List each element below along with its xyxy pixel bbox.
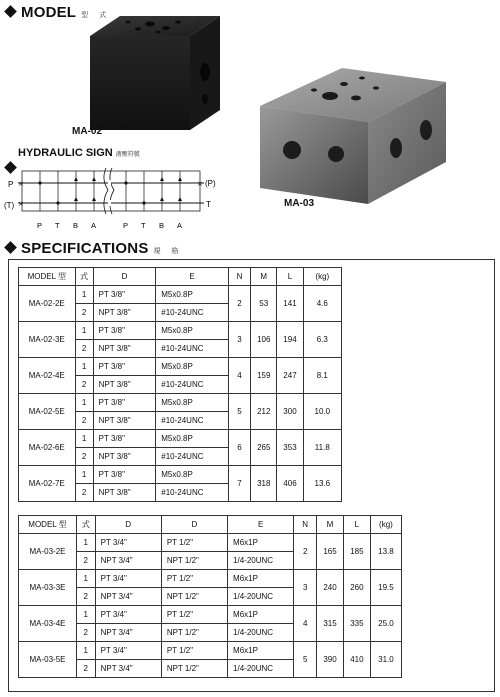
d2-cell: NPT 1/2" (161, 624, 227, 642)
kg-cell: 10.0 (303, 394, 341, 430)
l-cell: 300 (277, 394, 303, 430)
variant-cell: 2 (75, 484, 93, 502)
model-cell: MA-03-3E (19, 570, 77, 606)
table-row (19, 358, 342, 376)
specifications-title: SPECIFICATIONS (21, 240, 149, 257)
diamond-bullet-icon (4, 5, 17, 18)
variant-cell: 1 (76, 570, 95, 588)
col-header: L (343, 516, 370, 534)
d-cell: NPT 3/8" (93, 304, 156, 322)
hydraulic-sign-diagram (2, 164, 242, 236)
n-cell: 3 (228, 322, 250, 358)
d-cell: PT 3/8" (93, 322, 156, 340)
d-cell: NPT 3/8" (93, 340, 156, 358)
l-cell: 185 (343, 534, 370, 570)
svg-text:×: × (18, 180, 24, 188)
model-cell: MA-03-4E (19, 606, 77, 642)
svg-text:×: × (197, 180, 203, 188)
d-cell: NPT 3/4" (95, 552, 161, 570)
d-cell: PT 3/8" (93, 466, 156, 484)
col-header: MODEL 型 (19, 268, 76, 286)
hyd-bottom-label: T (141, 221, 146, 230)
e-cell: 1/4-20UNC (228, 552, 294, 570)
n-cell: 7 (228, 466, 250, 502)
variant-cell: 2 (76, 624, 95, 642)
hyd-bottom-label: T (55, 221, 60, 230)
d2-cell: NPT 1/2" (161, 660, 227, 678)
table-header-row (19, 516, 402, 534)
model-cell: MA-02-4E (19, 358, 76, 394)
hyd-bottom-label: A (177, 221, 183, 230)
variant-cell: 1 (75, 466, 93, 484)
model-subtitle-1: 型 (81, 12, 89, 19)
col-header: MODEL 型 (19, 516, 77, 534)
e-cell: M6x1P (228, 534, 294, 552)
n-cell: 5 (294, 642, 317, 678)
n-cell: 4 (228, 358, 250, 394)
d-cell: NPT 3/8" (93, 448, 156, 466)
e-cell: M5x0.8P (156, 394, 229, 412)
m-cell: 212 (251, 394, 277, 430)
n-cell: 4 (294, 606, 317, 642)
e-cell: M5x0.8P (156, 466, 229, 484)
variant-cell: 2 (75, 304, 93, 322)
kg-cell: 31.0 (370, 642, 401, 678)
variant-cell: 1 (76, 534, 95, 552)
hyd-label-t-left: (T) (4, 201, 15, 210)
hyd-bottom-label: A (91, 221, 97, 230)
d2-cell: PT 1/2" (161, 570, 227, 588)
col-header: (kg) (303, 268, 341, 286)
l-cell: 353 (277, 430, 303, 466)
variant-cell: 1 (75, 430, 93, 448)
model-cell: MA-03-5E (19, 642, 77, 678)
table-row (19, 322, 342, 340)
d-cell: PT 3/4" (95, 570, 161, 588)
variant-cell: 1 (76, 642, 95, 660)
e-cell: #10-24UNC (156, 448, 229, 466)
col-header: D (161, 516, 227, 534)
e-cell: 1/4-20UNC (228, 624, 294, 642)
model-title: MODEL (21, 4, 77, 21)
ma-03-label: MA-03 (284, 198, 315, 209)
model-subtitle-2: 式 (99, 12, 107, 19)
kg-cell: 13.8 (370, 534, 401, 570)
table-row (19, 642, 402, 660)
model-cell: MA-02-6E (19, 430, 76, 466)
d-cell: PT 3/4" (95, 642, 161, 660)
specifications-subtitle-1: 規 (153, 248, 161, 255)
kg-cell: 13.6 (303, 466, 341, 502)
model-cell: MA-02-3E (19, 322, 76, 358)
model-cell: MA-03-2E (19, 534, 77, 570)
e-cell: M6x1P (228, 606, 294, 624)
e-cell: #10-24UNC (156, 484, 229, 502)
l-cell: 260 (343, 570, 370, 606)
table-row (19, 286, 342, 304)
m-cell: 106 (251, 322, 277, 358)
hydraulic-sign-title: HYDRAULIC SIGN 液壓符號 (18, 147, 140, 159)
m-cell: 265 (251, 430, 277, 466)
d-cell: PT 3/4" (95, 606, 161, 624)
d-cell: PT 3/8" (93, 286, 156, 304)
kg-cell: 6.3 (303, 322, 341, 358)
col-header: N (294, 516, 317, 534)
table-row (19, 430, 342, 448)
col-header: E (228, 516, 294, 534)
variant-cell: 1 (76, 606, 95, 624)
kg-cell: 25.0 (370, 606, 401, 642)
d2-cell: PT 1/2" (161, 606, 227, 624)
e-cell: #10-24UNC (156, 376, 229, 394)
variant-cell: 1 (75, 394, 93, 412)
l-cell: 406 (277, 466, 303, 502)
l-cell: 247 (277, 358, 303, 394)
m-cell: 315 (317, 606, 344, 642)
m-cell: 53 (251, 286, 277, 322)
table-row (19, 570, 402, 588)
d2-cell: NPT 1/2" (161, 552, 227, 570)
table-row (19, 466, 342, 484)
e-cell: M6x1P (228, 642, 294, 660)
d-cell: PT 3/8" (93, 394, 156, 412)
n-cell: 2 (294, 534, 317, 570)
svg-text:×: × (18, 200, 24, 208)
hyd-bottom-label: P (37, 221, 43, 230)
hydraulic-sign-subtitle: 液壓符號 (115, 152, 140, 158)
col-header: D (95, 516, 161, 534)
d-cell: NPT 3/4" (95, 624, 161, 642)
table-row (19, 534, 402, 552)
specifications-subtitle-2: 格 (171, 248, 179, 255)
e-cell: #10-24UNC (156, 340, 229, 358)
n-cell: 3 (294, 570, 317, 606)
kg-cell: 19.5 (370, 570, 401, 606)
e-cell: #10-24UNC (156, 304, 229, 322)
col-header: 式 (76, 516, 95, 534)
variant-cell: 2 (75, 412, 93, 430)
d-cell: PT 3/4" (95, 534, 161, 552)
l-cell: 410 (343, 642, 370, 678)
col-header: L (277, 268, 303, 286)
table-row (19, 394, 342, 412)
col-header: 式 (75, 268, 93, 286)
variant-cell: 2 (75, 376, 93, 394)
e-cell: M5x0.8P (156, 286, 229, 304)
col-header: N (228, 268, 250, 286)
table-row (19, 606, 402, 624)
col-header: E (156, 268, 229, 286)
d-cell: PT 3/8" (93, 430, 156, 448)
variant-cell: 1 (75, 358, 93, 376)
l-cell: 141 (277, 286, 303, 322)
n-cell: 6 (228, 430, 250, 466)
m-cell: 240 (317, 570, 344, 606)
variant-cell: 2 (76, 588, 95, 606)
n-cell: 5 (228, 394, 250, 430)
ma-02-label: MA-02 (72, 126, 103, 137)
e-cell: M6x1P (228, 570, 294, 588)
hyd-bottom-label: B (159, 221, 165, 230)
variant-cell: 2 (76, 552, 95, 570)
model-cell: MA-02-7E (19, 466, 76, 502)
n-cell: 2 (228, 286, 250, 322)
ma-02-block-photo (88, 14, 223, 132)
e-cell: #10-24UNC (156, 412, 229, 430)
kg-cell: 8.1 (303, 358, 341, 394)
d-cell: NPT 3/8" (93, 412, 156, 430)
hyd-bottom-label: B (73, 221, 79, 230)
ma-03-block-photo (256, 66, 450, 206)
hyd-label-t-right: T (206, 200, 211, 209)
col-header: D (93, 268, 156, 286)
m-cell: 390 (317, 642, 344, 678)
kg-cell: 11.8 (303, 430, 341, 466)
col-header: M (317, 516, 344, 534)
specifications-heading (6, 240, 179, 257)
d-cell: NPT 3/4" (95, 660, 161, 678)
e-cell: M5x0.8P (156, 358, 229, 376)
e-cell: M5x0.8P (156, 430, 229, 448)
d2-cell: NPT 1/2" (161, 588, 227, 606)
ma-03-spec-table (18, 515, 402, 678)
l-cell: 335 (343, 606, 370, 642)
d2-cell: PT 1/2" (161, 642, 227, 660)
variant-cell: 1 (75, 322, 93, 340)
kg-cell: 4.6 (303, 286, 341, 322)
l-cell: 194 (277, 322, 303, 358)
d-cell: NPT 3/4" (95, 588, 161, 606)
model-cell: MA-02-2E (19, 286, 76, 322)
d-cell: NPT 3/8" (93, 484, 156, 502)
table-header-row (19, 268, 342, 286)
variant-cell: 2 (75, 448, 93, 466)
hyd-label-p-right: (P) (205, 179, 216, 188)
ma-02-spec-table (18, 267, 342, 502)
m-cell: 318 (251, 466, 277, 502)
d2-cell: PT 1/2" (161, 534, 227, 552)
m-cell: 165 (317, 534, 344, 570)
e-cell: 1/4-20UNC (228, 660, 294, 678)
e-cell: 1/4-20UNC (228, 588, 294, 606)
model-cell: MA-02-5E (19, 394, 76, 430)
variant-cell: 2 (76, 660, 95, 678)
d-cell: NPT 3/8" (93, 376, 156, 394)
d-cell: PT 3/8" (93, 358, 156, 376)
diamond-bullet-icon (4, 241, 17, 254)
e-cell: M5x0.8P (156, 322, 229, 340)
variant-cell: 2 (75, 340, 93, 358)
variant-cell: 1 (75, 286, 93, 304)
col-header: M (251, 268, 277, 286)
hyd-bottom-label: P (123, 221, 129, 230)
col-header: (kg) (370, 516, 401, 534)
hyd-label-p-left: P (8, 180, 14, 189)
m-cell: 159 (251, 358, 277, 394)
